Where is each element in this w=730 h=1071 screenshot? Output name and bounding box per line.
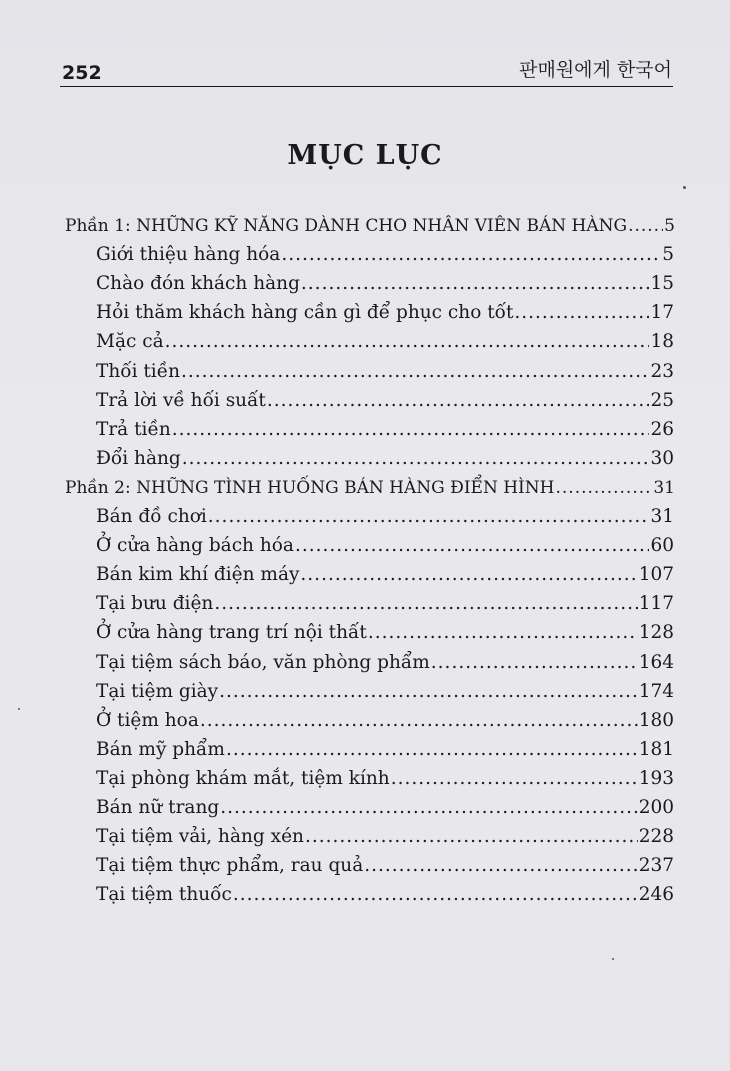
toc-entry-label: Tại bưu điện bbox=[96, 593, 214, 615]
dot-leader bbox=[305, 822, 638, 852]
toc-entry-page: 18 bbox=[650, 331, 674, 353]
toc-entry bbox=[96, 706, 674, 736]
toc-entry-label: Hỏi thăm khách hàng cần gì để phục cho tốt bbox=[96, 302, 514, 324]
toc-entry-label: Thối tiền bbox=[96, 360, 181, 382]
toc-entry-page: 25 bbox=[650, 389, 674, 411]
toc-entry-label: Ở cửa hàng trang trí nội thất bbox=[96, 622, 367, 644]
toc-section-entry bbox=[65, 473, 675, 503]
dot-leader bbox=[233, 880, 638, 910]
running-header-title: 판매원에게 한국어 bbox=[519, 59, 672, 81]
toc-entry-page: 164 bbox=[638, 651, 674, 673]
dot-leader bbox=[295, 531, 650, 561]
toc-entry-label: Bán mỹ phẩm bbox=[96, 738, 225, 760]
toc-entry-label: Bán kim khí điện máy bbox=[96, 564, 300, 586]
toc-entry-page: 228 bbox=[638, 826, 674, 848]
toc-entry-page: 31 bbox=[653, 477, 675, 498]
toc-entry-label: Chào đón khách hàng bbox=[96, 273, 300, 295]
toc-entry-label: Phần 2: NHỮNG TÌNH HUỐNG BÁN HÀNG ĐIỂN HÌNH bbox=[65, 477, 555, 498]
toc-entry-page: 174 bbox=[638, 680, 674, 702]
dot-leader bbox=[391, 764, 638, 794]
toc-entry-page: 107 bbox=[638, 564, 674, 586]
toc-entry bbox=[96, 618, 674, 648]
dot-leader bbox=[172, 415, 650, 445]
toc-entry-page: 200 bbox=[638, 797, 674, 818]
toc-section-entry bbox=[65, 211, 675, 241]
toc-entry bbox=[96, 240, 674, 270]
dot-leader bbox=[514, 298, 649, 328]
dot-leader bbox=[300, 560, 637, 590]
toc-entry-page: 30 bbox=[650, 447, 674, 469]
toc-entry bbox=[96, 735, 674, 765]
toc-entry bbox=[96, 560, 674, 590]
toc-entry-page: 31 bbox=[650, 506, 674, 527]
dot-leader bbox=[165, 327, 650, 357]
toc-entry bbox=[96, 327, 674, 357]
toc-entry-label: Tại tiệm giày bbox=[96, 680, 219, 702]
toc-entry bbox=[96, 822, 674, 852]
dot-leader bbox=[555, 473, 652, 503]
dot-leader bbox=[214, 589, 637, 619]
toc-entry-page: 17 bbox=[650, 302, 674, 324]
toc-entry bbox=[96, 269, 674, 299]
toc-entry bbox=[96, 531, 674, 561]
toc-entry-page: 5 bbox=[662, 244, 674, 266]
dot-leader bbox=[267, 386, 650, 416]
header-rule bbox=[60, 86, 673, 87]
toc-entry-label: Ở cửa hàng bách hóa bbox=[96, 535, 294, 557]
toc-entry-label: Ở tiệm hoa bbox=[96, 709, 199, 731]
toc-entry bbox=[96, 298, 674, 328]
paper-speck bbox=[612, 958, 614, 960]
toc-entry-label: Trả lời về hối suất bbox=[96, 389, 266, 411]
toc-entry bbox=[96, 851, 674, 881]
toc-entry-label: Mặc cả bbox=[96, 331, 164, 353]
toc-entry-label: Tại phòng khám mắt, tiệm kính bbox=[96, 767, 390, 789]
toc-entry-label: Tại tiệm vải, hàng xén bbox=[96, 826, 304, 848]
toc-entry-label: Bán nữ trang bbox=[96, 797, 220, 818]
toc-entry-page: 5 bbox=[664, 216, 675, 236]
toc-entry-page: 180 bbox=[638, 709, 674, 731]
page-number: 252 bbox=[62, 62, 102, 84]
dot-leader bbox=[200, 706, 638, 736]
toc-entry-page: 117 bbox=[638, 593, 674, 615]
toc-entry bbox=[96, 764, 674, 794]
dot-leader bbox=[301, 269, 650, 299]
toc-entry-page: 246 bbox=[638, 884, 674, 906]
dot-leader bbox=[182, 444, 650, 474]
dot-leader bbox=[281, 240, 661, 270]
dot-leader bbox=[226, 735, 638, 765]
toc-entry bbox=[96, 589, 674, 619]
dot-leader bbox=[368, 618, 638, 648]
toc-entry-label: Trả tiền bbox=[96, 418, 171, 440]
toc-entry-page: 23 bbox=[650, 360, 674, 382]
dot-leader bbox=[628, 211, 663, 241]
paper-speck bbox=[683, 186, 686, 189]
toc-entry-label: Tại tiệm thực phẩm, rau quả bbox=[96, 855, 364, 877]
toc-entry bbox=[96, 357, 674, 387]
toc-entry bbox=[96, 415, 674, 445]
toc-entry-page: 128 bbox=[638, 622, 674, 644]
toc-entry-page: 26 bbox=[650, 418, 674, 440]
toc-entry bbox=[96, 880, 674, 910]
toc-entry-page: 15 bbox=[650, 273, 674, 295]
dot-leader bbox=[181, 357, 649, 387]
paper-speck bbox=[18, 708, 20, 710]
toc-entry bbox=[96, 502, 674, 532]
dot-leader bbox=[431, 648, 638, 678]
toc-entry-label: Giới thiệu hàng hóa bbox=[96, 244, 281, 266]
toc-entry-label: Phần 1: NHỮNG KỸ NĂNG DÀNH CHO NHÂN VIÊN BÁN HÀNG bbox=[65, 216, 628, 236]
toc-entry-label: Bán đồ chơi bbox=[96, 506, 207, 527]
toc-entry-label: Đổi hàng bbox=[96, 447, 181, 469]
dot-leader bbox=[364, 851, 637, 881]
toc-entry bbox=[96, 444, 674, 474]
dot-leader bbox=[208, 502, 650, 532]
toc-entry bbox=[96, 386, 674, 416]
dot-leader bbox=[219, 677, 638, 707]
toc-entry bbox=[96, 677, 674, 707]
toc-entry-page: 193 bbox=[638, 767, 674, 789]
toc-entry-page: 237 bbox=[638, 855, 674, 877]
dot-leader bbox=[220, 793, 637, 823]
toc-entry bbox=[96, 648, 674, 678]
toc-entry-page: 60 bbox=[650, 535, 674, 557]
toc-entry bbox=[96, 793, 674, 823]
toc-entry-label: Tại tiệm sách báo, văn phòng phẩm bbox=[96, 651, 430, 673]
toc-title: MỤC LỤC bbox=[287, 140, 443, 171]
toc-entry-page: 181 bbox=[638, 738, 674, 760]
toc-entry-label: Tại tiệm thuốc bbox=[96, 884, 232, 906]
